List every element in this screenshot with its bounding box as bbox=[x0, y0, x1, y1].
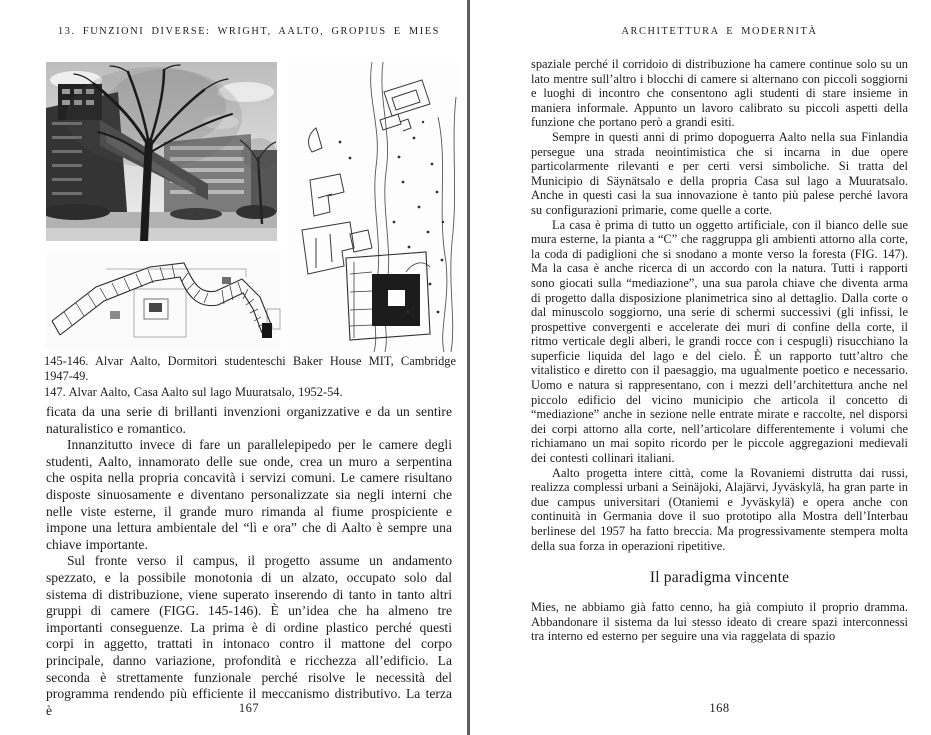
page-number-left: 167 bbox=[238, 701, 260, 715]
right-body-before-heading bbox=[531, 57, 908, 553]
paragraph: spaziale perché il corridoio di distribuzione ha camere continue solo su un lato mentre sull’altro i blocchi di camere si alternano con piccoli soggiorni e luoghi di incontro che consentono agli studenti di stare insieme in maniera informale. Appunto un lavoro calibrato su piccoli aspetti della funzione che portano però a grandi esiti. bbox=[531, 57, 908, 130]
figure-caption: 145-146. Alvar Aalto, Dormitori studenteschi Baker House MIT, Cambridge 1947-49. bbox=[44, 354, 456, 384]
paragraph: La casa è prima di tutto un oggetto artificiale, con il bianco delle sue mura esterne, la pianta a “C” che raggruppa gli ambienti attorno alla corte, la coda di padiglioni che si snodano a monte verso la foresta (FIG. 147). Ma la casa è anche ricerca di un accordo con la natura. Tutti i rapporti sono giocati sulla “mediazione”, una sua parola chiave che diventa arma di progetto dalla disposizione planimetrica sino al dettaglio. Dalla corte o dal minuscolo soggiorno, una serie di schermi successivi (gli infissi, le prospettive convergenti e accelerate dei muri di confine della corte, il ritmo verticale degli alberi, le grandi rocce con i cespugli) risucchiano la superficie liquida del lago e del cielo. È un rapporto tutt’altro che vitalistico e diretto con il paesaggio, ma ugualmente poetico e necessario. Uomo e natura si rappresentano, con i mezzi dell’architettura anche nel piccolo edificio del vicino municipio che articola il concetto di “mediazione” anche in sezione nelle entrate mirate e raccolte, nel disporsi dei corpi attorno alla corte, nell’articolare differentemente i volumi che richiamano un mai sopito ricordo per le piccole aggregazioni medievali dei contesti collinari italiani. bbox=[531, 217, 908, 466]
paragraph: Mies, ne abbiamo già fatto cenno, ha già compiuto il proprio dramma. Abbandonare il sistema da lui stesso ideato di creare spazi interconnessi tra interno ed esterno per seguire una via raggelata di spazio bbox=[531, 600, 908, 644]
site-plan-drawing bbox=[288, 62, 459, 352]
right-body-after-heading bbox=[531, 600, 908, 644]
section-heading: Il paradigma vincente bbox=[649, 569, 790, 587]
baker-house-floor-plan bbox=[46, 253, 281, 350]
paragraph: Sempre in questi anni di primo dopoguerra Aalto nella sua Finlandia persegue una strada neointimistica che si incarna in due opere particolarmente rilevanti e per certi versi simboliche. Si tratta del Municipio di Säynätsalo e della propria Casa sul lago a Muuratsalo. Anche in questi casi la sua innovazione è tanto più palese perché lavora su configurazioni primarie, come quelle a corte. bbox=[531, 129, 908, 217]
page-divider-line bbox=[467, 0, 470, 735]
left-page-body-text bbox=[46, 404, 452, 719]
paragraph: ficata da una serie di brillanti invenzioni organizzative e da un sentire naturalistico e romantico. bbox=[46, 404, 452, 436]
right-page-body bbox=[531, 57, 908, 644]
figure-caption: 147. Alvar Aalto, Casa Aalto sul lago Muuratsalo, 1952-54. bbox=[44, 384, 343, 399]
page-number-right: 168 bbox=[709, 701, 730, 715]
figure-captions bbox=[44, 354, 456, 400]
muuratsalo-site-plan bbox=[288, 62, 459, 352]
floor-plan-drawing bbox=[46, 253, 281, 350]
running-head-right: ARCHITETTURA E MODERNITÀ bbox=[621, 26, 818, 37]
running-head-left: 13. FUNZIONI DIVERSE: WRIGHT, AALTO, GROPIUS E MIES bbox=[58, 26, 440, 37]
paragraph: Sul fronte verso il campus, il progetto assume un andamento spezzato, e la possibile monotonia di un alzato, occupato solo dal sistema di distribuzione, viene superato inserendo di tanto in tanto altri gruppi di camere (FIGG. 145-146). È un’idea che ha almeno tre importanti conseguenze. La prima è di ordine plastico perché questi corpi in aggetto, trattati in intonaco contro il mattone del corpo principale, danno variazione, profondità e ricchezza all’edificio. La seconda è strettamente funzionale perché risolve le necessità del programma rendendo più efficiente il meccanismo distributivo. La terza è bbox=[46, 553, 452, 718]
paragraph: Aalto progetta intere città, come la Rovaniemi distrutta dai russi, realizza complessi urbani a Seinäjoki, Alajärvi, Jyväskylä, ha gran parte in due campus universitari (Otaniemi e Jyväskylä) e opera anche con continuità in Germania dove il suo prototipo alla Mostra dell’Interbau berlinese del 1957 ha fatto breccia. Ma progressivamente stempera molta della sua forza in operazioni ripetitive. bbox=[531, 465, 908, 553]
baker-house-photo bbox=[46, 62, 277, 241]
baker-house-photo-drawing bbox=[46, 62, 277, 241]
paragraph: Innanzitutto invece di fare un parallelepipedo per le camere degli studenti, Aalto, innamorato delle sue onde, crea un muro a serpentina che ospita nella propria concavità i servizi comuni. Le camere risultano disposte sinuosamente e diventano personalizzate sia negli interni che nelle viste esterne, il grande muro rimanda al fiume prospiciente e impone una lettura ambientale del “lì e ora” che di Aalto è sempre una chiave importante. bbox=[46, 437, 452, 552]
